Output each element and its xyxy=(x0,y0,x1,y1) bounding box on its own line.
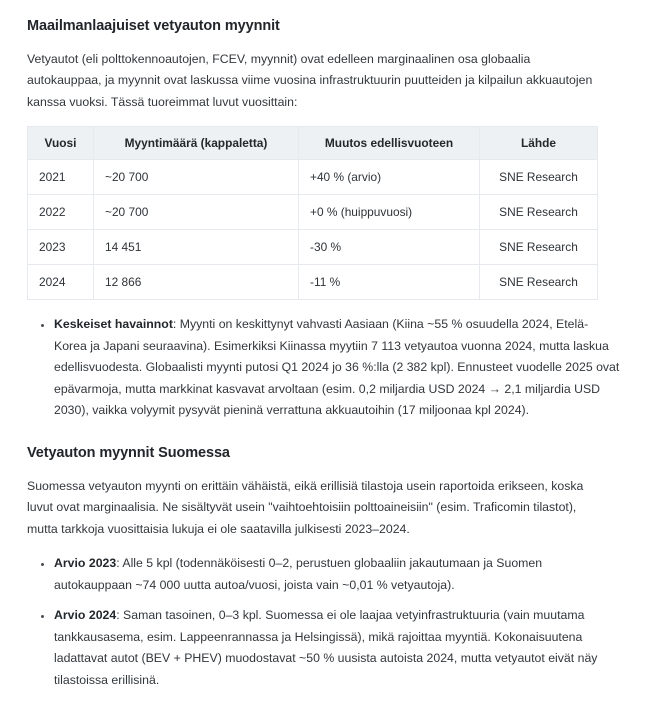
cell-lahde: SNE Research xyxy=(480,265,598,300)
cell-muutos: +0 % (huippuvuosi) xyxy=(299,195,480,230)
table-row xyxy=(28,195,598,230)
cell-lahde: SNE Research xyxy=(480,195,598,230)
list-item-lead: Arvio 2023 xyxy=(54,556,117,571)
table-row xyxy=(28,265,598,300)
list-item-text: : Myynti on keskittynyt vahvasti Aasiaan (Kiina ~55 % osuudella 2024, Etelä-Korea ja Japani seuraavina). Esimerkiksi Kiinassa myytiin 7 113 vetyautoa vuonna 2024, mutta laskua edellisvuodesta. Globaalisti myynti putosi Q1 2024 jo 36 %:lla (2 382 kpl). Ennusteet vuodelle 2025 ovat epävarmoja, mutta markkinat kasvavat arvoltaan (esim. 0,2 miljardia USD 2024 → 2,1 miljardia USD 2030), vaikka volyymit pysyvät pieninä verrattuna akkuautoihin (17 miljoonaa kpl 2024). xyxy=(54,317,620,418)
cell-vuosi: 2023 xyxy=(28,230,94,265)
cell-vuosi: 2021 xyxy=(28,160,94,195)
list-item-lead: Arvio 2024 xyxy=(54,608,117,623)
table-row xyxy=(28,230,598,265)
hydrogen-sales-table xyxy=(27,126,598,300)
cell-vuosi: 2022 xyxy=(28,195,94,230)
cell-myyntimaara: 14 451 xyxy=(94,230,299,265)
finland-estimates-list xyxy=(27,553,620,691)
cell-muutos: -30 % xyxy=(299,230,480,265)
list-item-lead: Keskeiset havainnot xyxy=(54,317,173,332)
list-item xyxy=(27,553,620,596)
cell-lahde: SNE Research xyxy=(480,160,598,195)
table-header-row xyxy=(28,127,598,160)
intro-paragraph-finland: Suomessa vetyauton myynti on erittäin vähäistä, eikä erillisiä tilastoja usein raportoida erikseen, koska luvut ovat marginaalisia. Ne sisältyvät usein "vaihtoehtoisiin polttoaineisiin" (esim. Traficomin tilastot), mutta tarkkoja vuosittaisia lukuja ei ole saatavilla julkisesti 2023–2024. xyxy=(27,478,584,536)
list-item-text: : Alle 5 kpl (todennäköisesti 0–2, perustuen globaaliin jakautumaan ja Suomen autokauppaan ~74 000 uutta autoa/vuosi, joista vain ~0,01 % vetyautoja). xyxy=(54,556,543,592)
column-header-vuosi: Vuosi xyxy=(28,127,94,160)
column-header-myyntimaara: Myyntimäärä (kappaletta) xyxy=(94,127,299,160)
global-findings-list xyxy=(27,314,620,422)
column-header-muutos: Muutos edellisvuoteen xyxy=(299,127,480,160)
cell-myyntimaara: 12 866 xyxy=(94,265,299,300)
cell-muutos: +40 % (arvio) xyxy=(299,160,480,195)
table-body xyxy=(28,160,598,300)
cell-vuosi: 2024 xyxy=(28,265,94,300)
page-title-global: Maailmanlaajuiset vetyauton myynnit xyxy=(27,18,280,34)
table-header xyxy=(28,127,598,160)
table-row xyxy=(28,160,598,195)
cell-muutos: -11 % xyxy=(299,265,480,300)
cell-myyntimaara: ~20 700 xyxy=(94,160,299,195)
cell-lahde: SNE Research xyxy=(480,230,598,265)
list-item-text: : Saman tasoinen, 0–3 kpl. Suomessa ei ole laajaa vetyinfrastruktuuria (vain muutama tankkausasema, esim. Lappeenrannassa ja Helsingissä), mikä rajoittaa myyntiä. Kokonaisuutena ladattavat autot (BEV + PHEV) muodostavat ~50 % uusista autoista 2024, mutta vetyautot eivät näy tilastoissa erillisinä. xyxy=(54,608,598,687)
list-item xyxy=(27,314,620,422)
page-title-finland: Vetyauton myynnit Suomessa xyxy=(27,444,230,461)
cell-myyntimaara: ~20 700 xyxy=(94,195,299,230)
list-item xyxy=(27,605,620,691)
intro-paragraph-global: Vetyautot (eli polttokennoautojen, FCEV, myynnit) ovat edelleen marginaalinen osa globaalia autokauppaa, ja myynnit ovat laskussa viime vuosina infrastruktuurin puutteiden ja kilpailun akkuautojen kanssa vuoksi. Tässä tuoreimmat luvut vuosittain: xyxy=(27,51,593,109)
column-header-lahde: Lähde xyxy=(480,127,598,160)
